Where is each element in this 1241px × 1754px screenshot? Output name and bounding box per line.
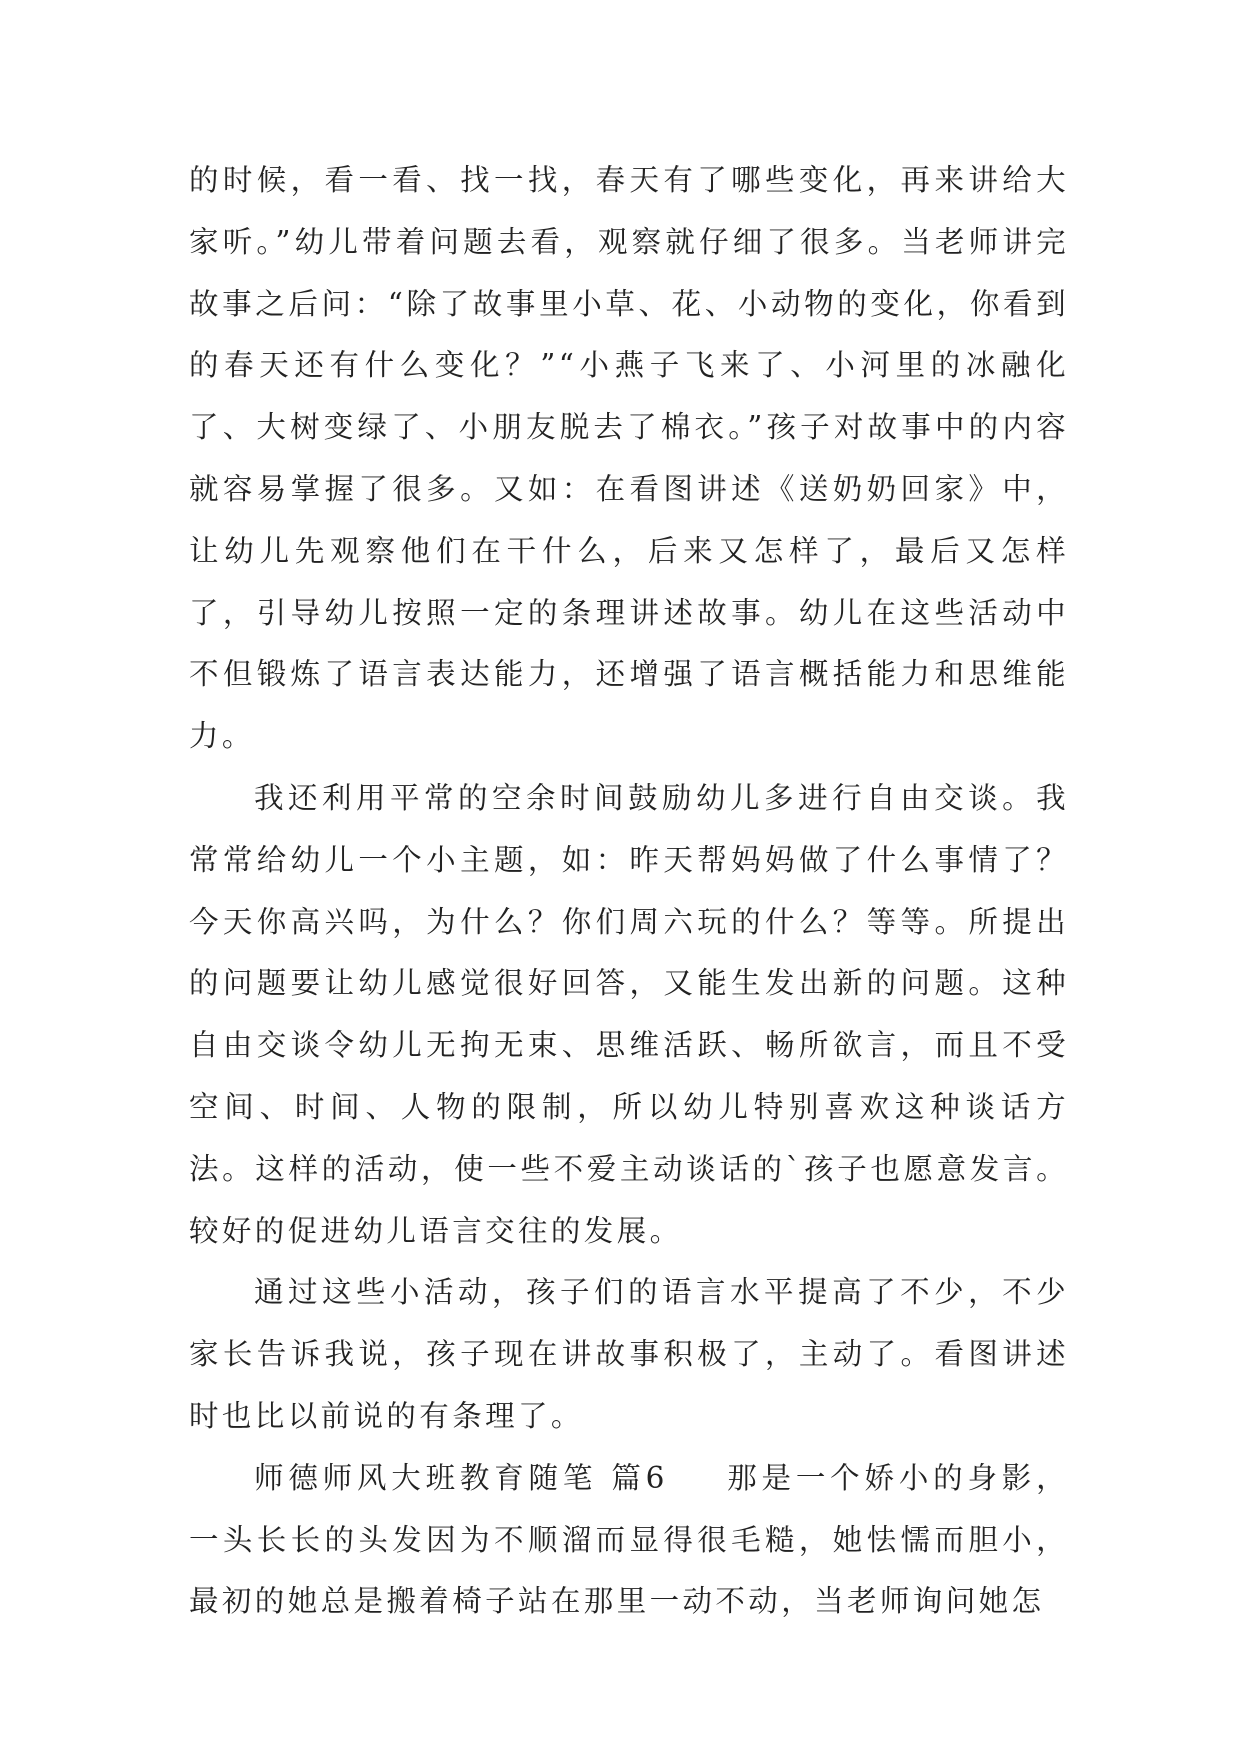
document-body [189, 150, 1069, 1633]
section-heading: 师德师风大班教育随笔 篇6 [254, 1460, 668, 1495]
section-text: 那是一个娇小的身影，一头长长的头发因为不顺溜而显得很毛糙，她怯懦而胆小，最初的她总是搬着椅子站在那里一动不动，当老师询问她怎 [189, 1460, 1069, 1619]
paragraph-section-6 [189, 1448, 1069, 1633]
paragraph-free-conversation: 我还利用平常的空余时间鼓励幼儿多进行自由交谈。我常常给幼儿一个小主题，如：昨天帮妈妈做了什么事情了？今天你高兴吗，为什么？你们周六玩的什么？等等。所提出的问题要让幼儿感觉很好回答，又能生发出新的问题。这种自由交谈令幼儿无拘无束、思维活跃、畅所欲言，而且不受空间、时间、人物的限制，所以幼儿特别喜欢这种谈话方法。这样的活动，使一些不爱主动谈话的`孩子也愿意发言。较好的促进幼儿语言交往的发展。 [189, 780, 1069, 1248]
paragraph-story-observation: 的时候，看一看、找一找，春天有了哪些变化，再来讲给大家听。”幼儿带着问题去看，观察就仔细了很多。当老师讲完故事之后问：“除了故事里小草、花、小动物的变化，你看到的春天还有什么变化？”“小燕子飞来了、小河里的冰融化了、大树变绿了、小朋友脱去了棉衣。”孩子对故事中的内容就容易掌握了很多。又如：在看图讲述《送奶奶回家》中，让幼儿先观察他们在干什么，后来又怎样了，最后又怎样了，引导幼儿按照一定的条理讲述故事。幼儿在这些活动中不但锻炼了语言表达能力，还增强了语言概括能力和思维能力。 [189, 163, 1069, 754]
paragraph-results: 通过这些小活动，孩子们的语言水平提高了不少，不少家长告诉我说，孩子现在讲故事积极了，主动了。看图讲述时也比以前说的有条理了。 [189, 1275, 1069, 1433]
